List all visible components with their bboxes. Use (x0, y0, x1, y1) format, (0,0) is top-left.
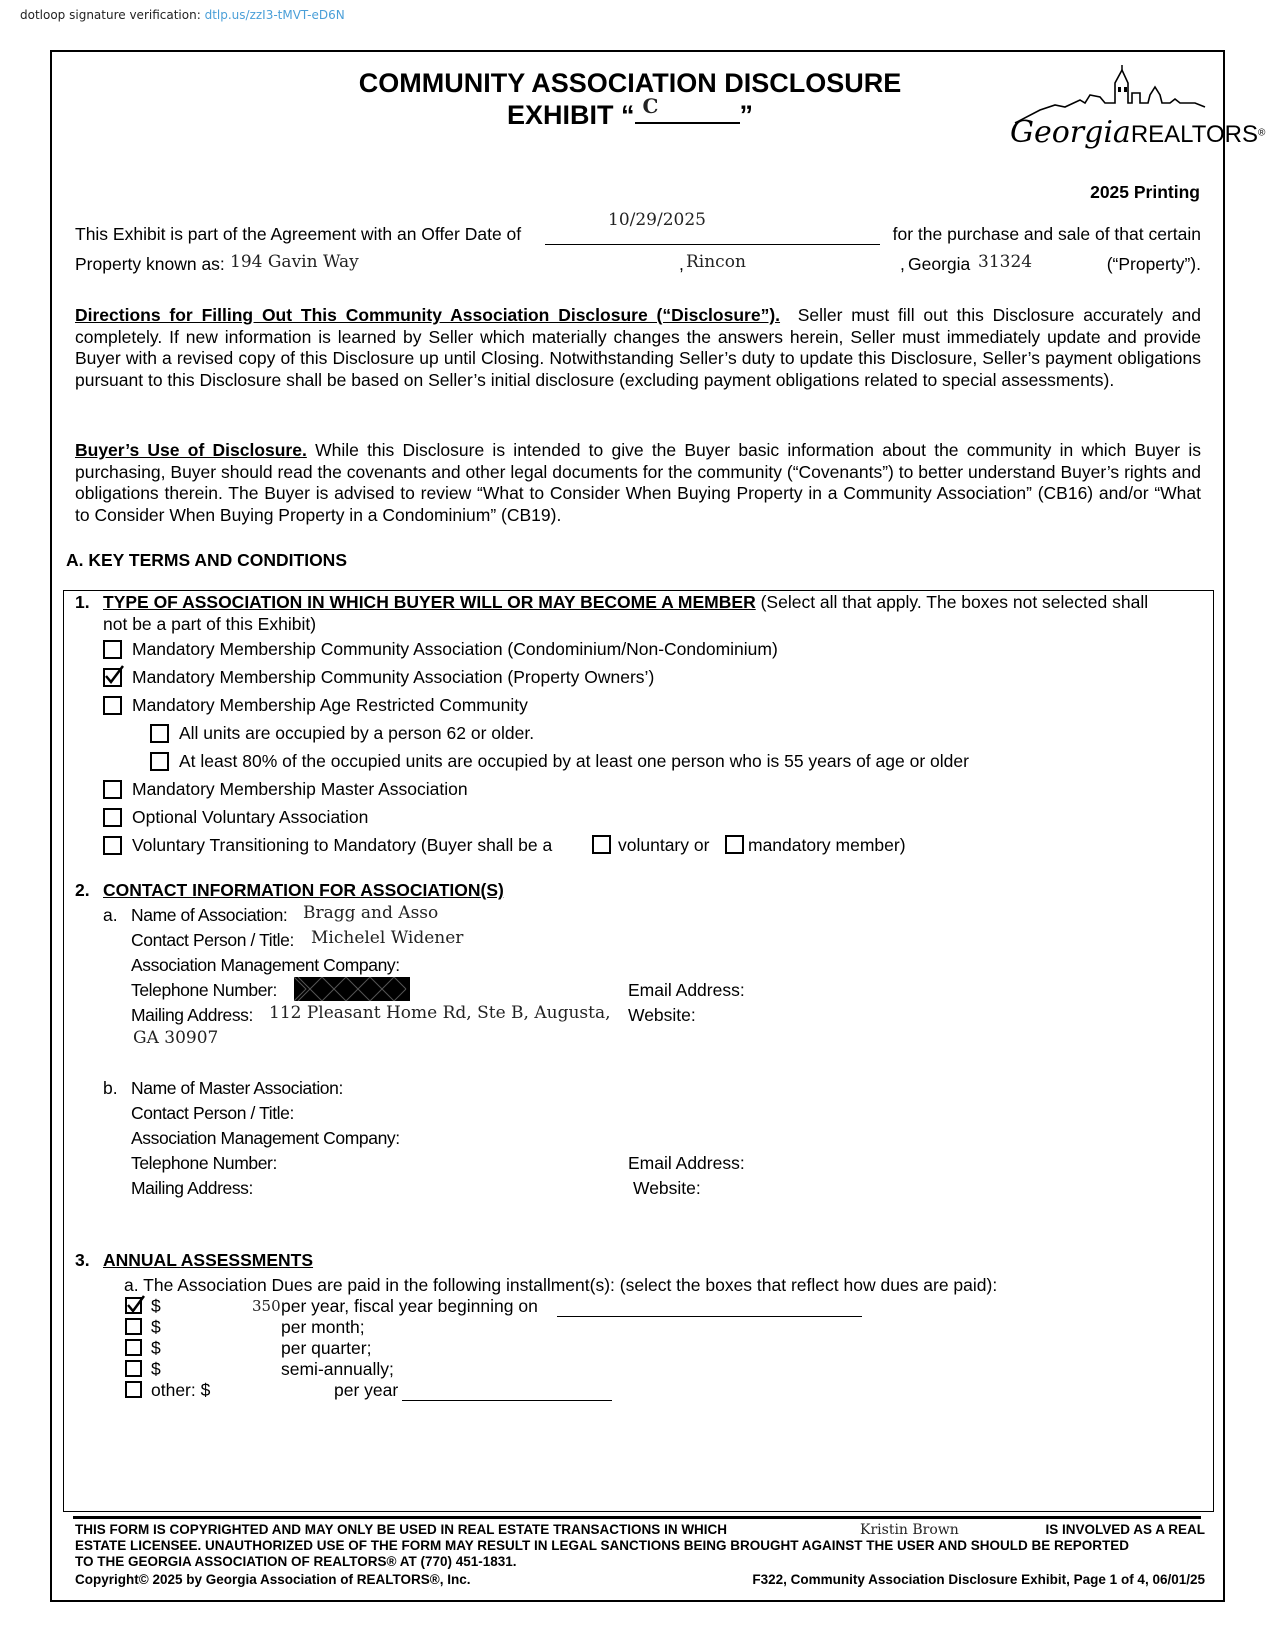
option-62-label: All units are occupied by a person 62 or older. (179, 723, 535, 743)
mailing-line2: GA 30907 (133, 1028, 219, 1048)
option-property-owners-label: Mandatory Membership Community Association (Property Owners’) (132, 667, 655, 687)
item2-number: 2. (75, 880, 90, 900)
exhibit-letter: C (642, 94, 659, 118)
footer-rule (73, 1516, 1201, 1519)
email-label: Email Address: (628, 980, 745, 1000)
logo-wordmark (1010, 115, 1265, 150)
quarterly-checkbox[interactable] (125, 1339, 142, 1356)
offer-date-value: 10/29/2025 (608, 210, 706, 230)
master-mgmt-label: Association Management Company: (131, 1128, 400, 1148)
option-transition-checkbox[interactable] (103, 836, 122, 855)
logo-mark: ® (1257, 127, 1266, 139)
option-master-checkbox[interactable] (103, 780, 122, 799)
property-label: Property known as: (75, 254, 225, 274)
item2b-letter: b. (103, 1078, 118, 1098)
monthly-checkbox[interactable] (125, 1318, 142, 1335)
annual-checkbox[interactable] (125, 1297, 142, 1314)
voluntary-member-label: voluntary or (618, 835, 710, 855)
option-transition-label: Voluntary Transitioning to Mandatory (Buyer shall be a (132, 835, 553, 855)
other-line[interactable] (402, 1400, 612, 1401)
mailing-label: Mailing Address: (131, 1005, 253, 1025)
semiannual-label: semi-annually; (281, 1359, 394, 1379)
option-age-restricted-checkbox[interactable] (103, 696, 122, 715)
item1-header (103, 592, 1201, 614)
quarterly-dollar: $ (151, 1338, 161, 1358)
offer-prefix: This Exhibit is part of the Agreement with an Offer Date of (75, 224, 522, 244)
option-age-restricted-label: Mandatory Membership Age Restricted Community (132, 695, 528, 715)
item1-number: 1. (75, 592, 90, 612)
section-a-heading: A. KEY TERMS AND CONDITIONS (66, 550, 347, 570)
property-street: 194 Gavin Way (230, 252, 359, 272)
mandatory-member-checkbox[interactable] (725, 835, 744, 854)
item1-heading: TYPE OF ASSOCIATION IN WHICH BUYER WILL OR MAY BECOME A MEMBER (103, 592, 756, 612)
master-mailing-label: Mailing Address: (131, 1178, 253, 1198)
other-per-year: per year (334, 1380, 399, 1400)
redaction-icon (294, 977, 410, 1001)
monthly-dollar: $ (151, 1317, 161, 1337)
option-condo-checkbox[interactable] (103, 640, 122, 659)
master-name-label: Name of Master Association: (131, 1078, 343, 1098)
assoc-name-value: Bragg and Asso (303, 903, 439, 923)
exhibit-line (320, 94, 940, 131)
page-title: COMMUNITY ASSOCIATION DISCLOSURE (358, 68, 902, 98)
copyright: Copyright© 2025 by Georgia Association of REALTORS®, Inc. (75, 1572, 471, 1587)
voluntary-member-checkbox[interactable] (592, 835, 611, 854)
buyers-use-text: While this Disclosure is intended to give the Buyer basic information about the community in which Buyer is purchasing, Buyer should read the covenants and other legal documents for the community (“Covenants”) to better understand Buyer’s rights and obligations therein. The Buyer is advised to review “What to Consider When Buying Property in a Community Association” (CB16) and/or “What to Consider When Buying Property in a Condominium” (CB19). (75, 440, 1201, 525)
annual-dollar: $ (151, 1296, 161, 1316)
option-55-checkbox[interactable] (150, 752, 169, 771)
property-city: Rincon (686, 252, 746, 272)
signature-verification (20, 8, 345, 22)
logo-word: REALTORS (1130, 121, 1258, 148)
form-id: F322, Community Association Disclosure Exhibit, Page 1 of 4, 06/01/25 (752, 1572, 1205, 1587)
website-label: Website: (628, 1005, 696, 1025)
mandatory-member-label: mandatory member) (748, 835, 906, 855)
option-voluntary-label: Optional Voluntary Association (132, 807, 369, 827)
footer-line2: ESTATE LICENSEE. UNAUTHORIZED USE OF THE FORM MAY RESULT IN LEGAL SANCTIONS BEING BROUGHT AGAINST THE USER AND SHOULD BE REPORTED (75, 1538, 1130, 1553)
item3-number: 3. (75, 1250, 90, 1270)
checkmark-icon (104, 665, 126, 687)
fiscal-start-line[interactable] (557, 1316, 862, 1317)
phone-label: Telephone Number: (131, 980, 277, 1000)
directions-paragraph (75, 305, 1201, 391)
item2-heading: CONTACT INFORMATION FOR ASSOCIATION(S) (103, 880, 504, 900)
option-property-owners-checkbox[interactable] (103, 668, 122, 687)
offer-date-line[interactable] (545, 244, 880, 245)
phone-redacted (294, 977, 410, 1001)
footer-line1-right: IS INVOLVED AS A REAL (1045, 1522, 1205, 1537)
item1-note2: not be a part of this Exhibit) (103, 614, 317, 634)
contact-label: Contact Person / Title: (131, 930, 294, 950)
exhibit-prefix: EXHIBIT “ (506, 100, 635, 130)
master-contact-label: Contact Person / Title: (131, 1103, 294, 1123)
footer-line1-left: THIS FORM IS COPYRIGHTED AND MAY ONLY BE USED IN REAL ESTATE TRANSACTIONS IN WHICH (75, 1522, 728, 1537)
buyers-use-heading: Buyer’s Use of Disclosure. (75, 440, 307, 460)
other-label: other: $ (151, 1380, 211, 1400)
other-checkbox[interactable] (125, 1381, 142, 1398)
mailing-line1: 112 Pleasant Home Rd, Ste B, Augusta, (269, 1003, 611, 1023)
checkmark-icon (126, 1295, 146, 1315)
verification-link[interactable]: dtlp.us/zzI3-tMVT-eD6N (204, 8, 345, 22)
semiannual-checkbox[interactable] (125, 1360, 142, 1377)
directions-text: Seller must fill out this Disclosure accurately and completely. If new information is learned by Seller which materially changes the answers herein, Seller must immediately update and provide Buyer with a revised copy of this Disclosure up until Closing. Notwithstanding Seller’s duty to update this Disclosure, Seller’s payment obligations pursuant to this Disclosure shall be based on Seller’s initial disclosure (excluding payment obligations related to special assessments). (75, 305, 1201, 390)
master-email-label: Email Address: (628, 1153, 745, 1173)
buyers-use-paragraph (75, 440, 1201, 526)
property-tag: (“Property”). (1106, 254, 1201, 274)
exhibit-field[interactable] (635, 94, 740, 124)
annual-label: per year, fiscal year beginning on (281, 1296, 538, 1316)
logo-script: Georgia (1010, 115, 1131, 150)
master-phone-label: Telephone Number: (131, 1153, 277, 1173)
option-voluntary-checkbox[interactable] (103, 808, 122, 827)
item2a-letter: a. (103, 905, 118, 925)
contact-value: Michelel Widener (311, 928, 464, 948)
option-62-checkbox[interactable] (150, 724, 169, 743)
option-55-label: At least 80% of the occupied units are occupied by at least one person who is 55 years of age or older (179, 751, 969, 771)
semiannual-dollar: $ (151, 1359, 161, 1379)
annual-amount: 350 (252, 1297, 281, 1315)
monthly-label: per month; (281, 1317, 365, 1337)
footer-agent: Kristin Brown (860, 1522, 959, 1538)
item3-intro: a. The Association Dues are paid in the following installment(s): (select the boxes that reflect how dues are paid): (124, 1275, 998, 1295)
item1-note: (Select all that apply. The boxes not selected shall (760, 592, 1149, 612)
verification-label: dotloop signature verification: (20, 8, 201, 22)
georgia-realtors-logo (1010, 65, 1266, 165)
printing-year: 2025 Printing (1090, 182, 1200, 202)
property-zip: 31324 (978, 252, 1033, 272)
offer-suffix: for the purchase and sale of that certain (892, 224, 1201, 244)
assoc-name-label: Name of Association: (131, 905, 288, 925)
quarterly-label: per quarter; (281, 1338, 372, 1358)
state-label: Georgia (908, 254, 971, 274)
mgmt-company-label: Association Management Company: (131, 955, 400, 975)
footer-line3: TO THE GEORGIA ASSOCIATION OF REALTORS® AT (770) 451-1831. (75, 1554, 517, 1569)
master-website-label: Website: (633, 1178, 701, 1198)
footer-line1 (75, 1522, 1205, 1539)
directions-heading: Directions for Filling Out This Community Association Disclosure (“Disclosure”). (75, 305, 781, 325)
option-master-label: Mandatory Membership Master Association (132, 779, 468, 799)
item3-heading: ANNUAL ASSESSMENTS (103, 1250, 314, 1270)
exhibit-suffix: ” (739, 100, 753, 130)
footer-bottom (75, 1572, 1205, 1589)
option-condo-label: Mandatory Membership Community Association (Condominium/Non-Condominium) (132, 639, 778, 659)
